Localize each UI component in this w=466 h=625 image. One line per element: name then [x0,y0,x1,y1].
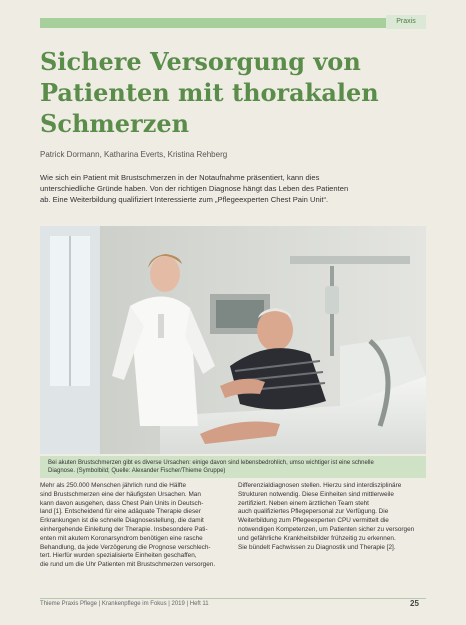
body-line: Behandlung, da jede Verzögerung die Prognose verschlech- [40,543,211,551]
body-line: tert. Hierfür wurden spezialisierte Einheiten geschaffen, [40,552,197,560]
caption-line: Bei akuten Brustschmerzen gibt es diverse Ursachen: einige davon sind lebensbedrohlich, umso wichtiger ist eine schnelle [48,460,374,466]
body-line: Sie bündelt Fachwissen zu Diagnostik und Therapie [2]. [238,543,396,551]
article-title [40,46,430,139]
body-line: Mehr als 250.000 Menschen jährlich rund die Hälfte [40,482,187,489]
body-line: Strukturen notwendig. Diese Einheiten sind mittlerweile [238,490,394,498]
lead-line: unterschiedliche Gründe haben. Von der richtigen Diagnose hängt das Leben des Patienten [40,184,349,193]
body-line: sind Brustschmerzen eine der häufigsten Ursachen. Man [40,490,201,498]
body-line: auch qualifiziertes Pflegepersonal zur Verfügung. Die [238,508,389,516]
photo-caption [40,456,426,478]
page-number: 25 [410,599,419,608]
section-tag: Praxis [386,15,426,29]
hospital-scene-illustration [40,226,426,454]
body-line: einhergehende Einleitung der Therapie. Insbesondere Pati- [40,525,208,533]
article-title-line: Sichere Versorgung von [40,47,361,76]
footer-divider [40,598,426,599]
body-line: zertifiziert. Neben einem ärztlichen Team steht [238,499,369,507]
body-column-right [238,482,424,552]
article-title-line: Patienten mit thorakalen [40,78,379,107]
body-line: enten mit akutem Koronarsyndrom benötigen eine rasche [40,534,203,542]
article-photo [40,226,426,454]
body-line: kann davon ausgehen, dass Chest Pain Units in Deutsch- [40,499,204,507]
article-title-line: Schmerzen [40,109,190,138]
body-line: notwendigen Kompetenzen, um Patienten sicher zu versorgen [238,525,415,533]
lead-line: ab. Eine Weiterbildung qualifiziert Interessierte zum „Pflegeexperten Chest Pain Unit“. [40,195,329,204]
body-line: Erkrankungen ist die schnelle Diagnosestellung, die damit [40,517,204,525]
article-authors: Patrick Dormann, Katharina Everts, Kristina Rehberg [40,150,228,159]
page-footer: Thieme Praxis Pflege | Krankenpflege im Fokus | 2019 | Heft 11 [40,601,209,607]
body-line: Weiterbildung zum Pflegeexperten CPU vermittelt die [238,517,389,525]
body-column-left [40,482,226,570]
body-line: und gefährliche Krankheitsbilder frühzeitig zu erkennen. [238,534,396,542]
lead-line: Wie sich ein Patient mit Brustschmerzen in der Notaufnahme präsentiert, kann dies [40,173,320,182]
caption-line: Diagnose. (Symbolbild; Quelle: Alexander Fischer/Thieme Gruppe) [48,468,226,474]
body-line: die rund um die Uhr Patienten mit Brustschmerzen versorgen. [40,561,216,569]
article-lead [40,172,425,205]
body-line: land [1]. Entscheidend für eine adäquate Therapie dieser [40,508,201,516]
section-header-bar [40,18,426,28]
body-line: Differenzialdiagnosen stellen. Hierzu sind interdisziplinäre [238,482,402,489]
